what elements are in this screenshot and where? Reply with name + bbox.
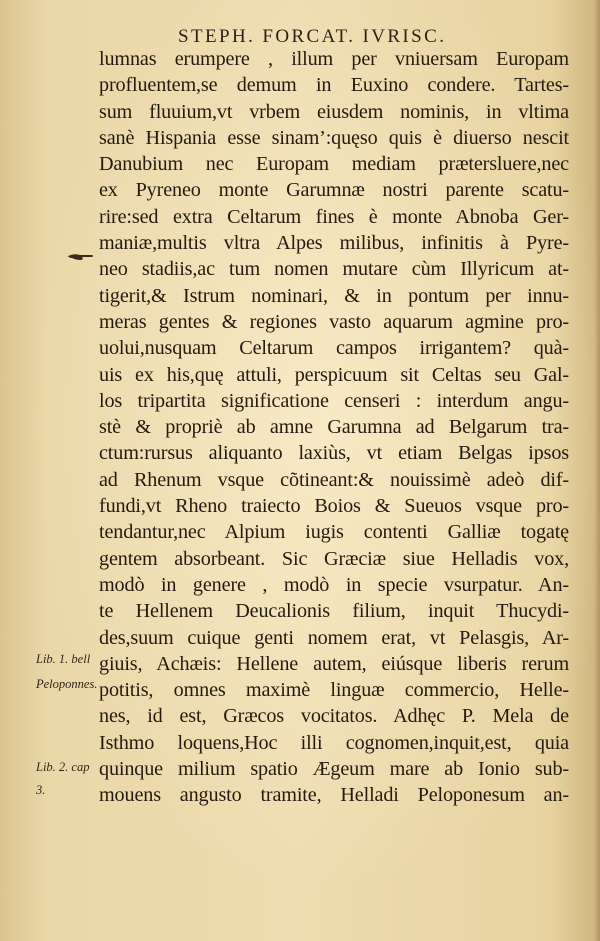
text-line: ad Rhenum vsque cõtineant:& nouissimè adeò dif- (99, 468, 569, 491)
text-line: nes, id est, Græcos vocitatos. Adhęc P. Mela de (99, 705, 569, 728)
text-line: sum fluuium,vt vrbem eiusdem nominis, in vltima (99, 100, 569, 123)
text-line: ctum:rursus aliquanto laxiùs, vt etiam Belgas ipsos (99, 442, 569, 465)
text-line: fundi,vt Rheno traiecto Boios & Sueuos vsque pro- (99, 495, 569, 518)
pointing-hand-icon (66, 249, 96, 263)
margin-note: Lib. 1. bell (36, 652, 91, 666)
text-line: meras gentes & regiones vasto aquarum agmine pro- (99, 310, 569, 333)
text-line: modò in genere , modò in specie vsurpatur. An- (99, 573, 569, 596)
text-line: ex Pyreneo monte Garumnæ nostri parente scatu- (99, 179, 569, 202)
text-line: uolui,nusquam Celtarum campos irrigantem? quà- (99, 337, 569, 360)
text-line: des,suum cuique genti nomem erat, vt Pelasgis, Ar- (99, 626, 569, 649)
margin-note: Peloponnes. (36, 677, 98, 691)
margin-note: Lib. 2. cap (36, 760, 90, 774)
text-line: neo stadiis,ac tum nomen mutare cùm Illyricum at- (99, 258, 569, 281)
text-line: te Hellenem Deucalionis filium, inquit Thucydi- (99, 600, 569, 623)
page-edge-shadow (594, 0, 600, 941)
text-line: giuis, Achæis: Hellene autem, eiúsque liberis rerum (99, 652, 569, 675)
text-line: potitis, omnes maximè linguæ commercio, Helle- (99, 679, 569, 702)
text-line: profluentem,se demum in Euxino condere. Tartes- (99, 74, 569, 97)
text-line: Danubium nec Europam mediam prætersluere,nec (99, 153, 569, 176)
text-line: lumnas erumpere , illum per vniuersam Europam (99, 48, 569, 70)
text-line: tendantur,nec Alpium iugis contenti Galliæ togatę (99, 521, 569, 544)
text-line: stè & propriè ab amne Garumna ad Belgarum tra- (99, 416, 569, 439)
text-line: uis ex his,quę attuli, perspicuum sit Celtas seu Gal- (99, 363, 569, 386)
body-text (99, 46, 569, 809)
text-line: rire:sed extra Celtarum fines è monte Abnoba Ger- (99, 205, 569, 228)
text-line: gentem absorbeant. Sic Græciæ siue Helladis vox, (99, 547, 569, 570)
text-line: mouens angusto tramite, Helladi Peloponesum an- (99, 784, 569, 807)
running-head: STEPH. FORCAT. IVRISC. (178, 26, 447, 47)
text-line: sanè Hispania esse sinam’:quęso quis è diuerso nescit (99, 126, 569, 149)
text-line: maniæ,multis vltra Alpes milibus, infinitis à Pyre- (99, 232, 569, 255)
text-line: quinque milium spatio Ægeum mare ab Ionio sub- (99, 758, 569, 781)
text-line: Isthmo loquens,Hoc illi cognomen,inquit,est, quia (99, 731, 569, 754)
text-line: los tripartita significatione censeri : interdum angu- (99, 389, 569, 412)
margin-note: 3. (36, 783, 46, 797)
text-line: tigerit,& Istrum nominari, & in pontum per innu- (99, 284, 569, 307)
